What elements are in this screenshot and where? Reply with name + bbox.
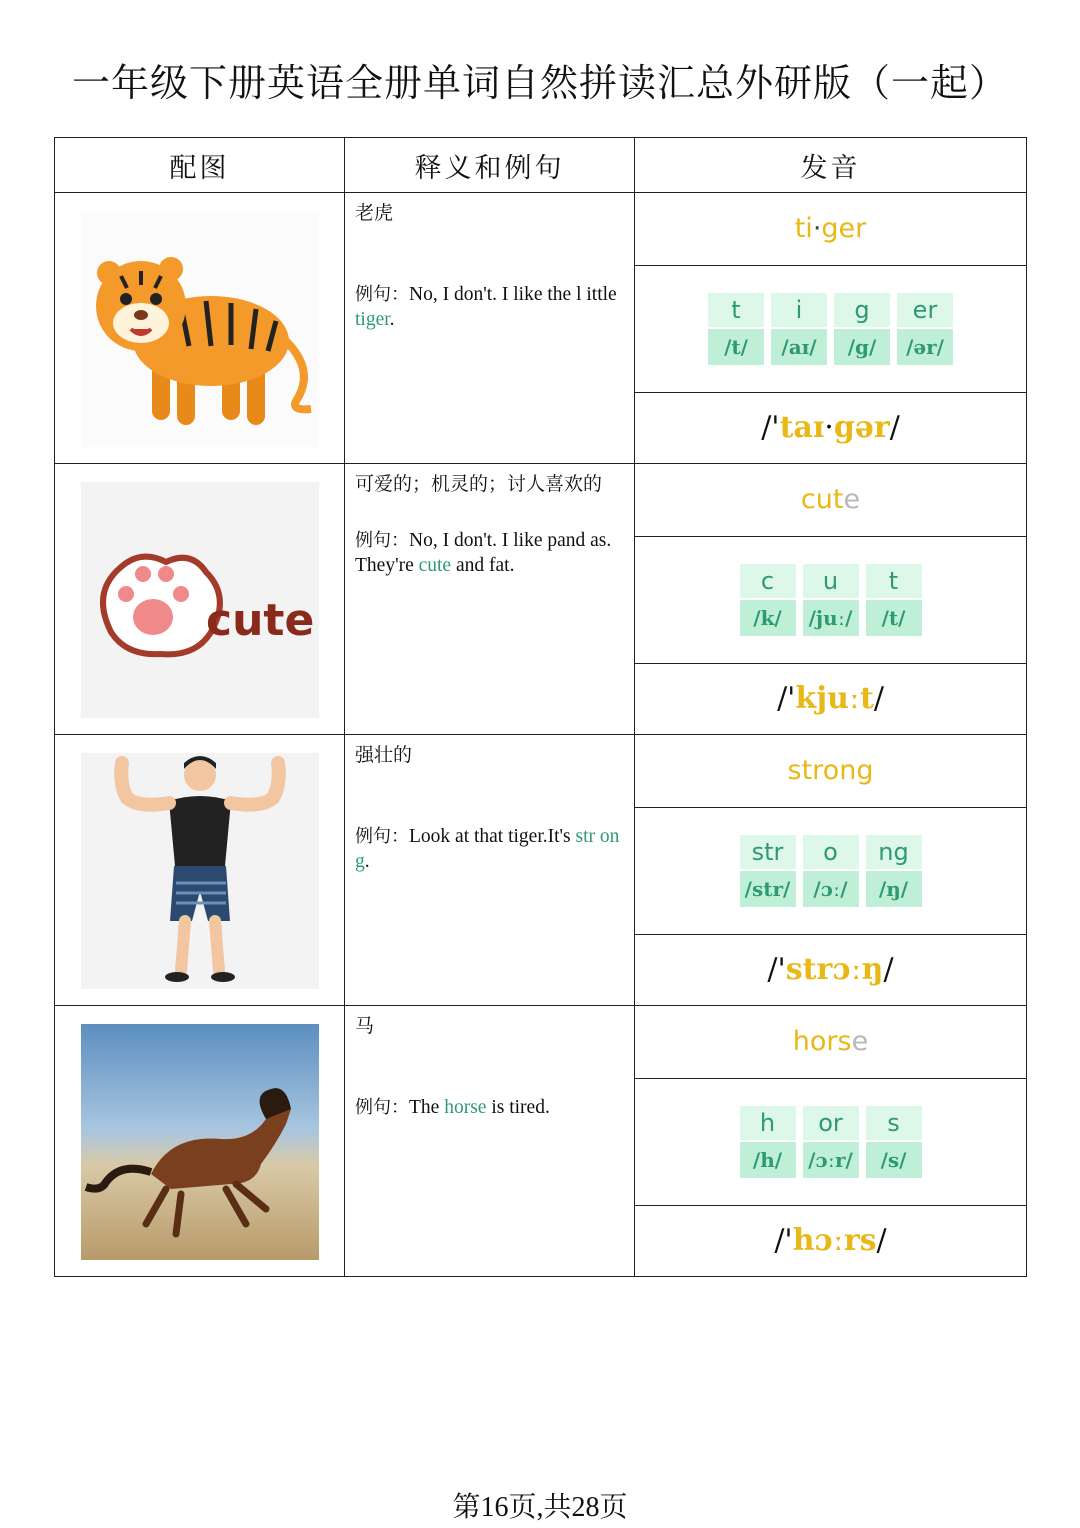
example-keyword: str ong <box>355 826 620 872</box>
phonics-sound: /aɪ/ <box>771 329 827 365</box>
example-label: 例句： <box>355 284 409 305</box>
example-text: The <box>409 1097 445 1118</box>
phonics-sound: /ɔː/ <box>803 871 859 907</box>
example-sentence <box>355 824 626 874</box>
pronunciation-cell <box>635 735 1027 1006</box>
image-cell <box>55 193 345 464</box>
phonics-block <box>803 835 859 907</box>
example-keyword: tiger <box>355 309 390 330</box>
example-sentence <box>355 528 626 578</box>
phonics-block <box>866 835 922 907</box>
phonics-block <box>803 1106 859 1178</box>
image-cell <box>55 464 345 735</box>
pronunciation-cell <box>635 464 1027 735</box>
tiger-image <box>81 211 319 447</box>
word-syllables <box>635 464 1026 537</box>
phonics-row <box>635 537 1026 664</box>
table-row <box>55 193 1027 464</box>
ipa-slash: /' <box>767 952 786 987</box>
silent-letter: e <box>843 484 861 515</box>
header-meaning: 释义和例句 <box>345 138 635 193</box>
silent-letter: e <box>851 1026 869 1057</box>
phonics-sound: /t/ <box>708 329 764 365</box>
syllable: cut <box>800 484 844 515</box>
phonics-letter: u <box>803 564 859 598</box>
phonics-letter: t <box>708 293 764 327</box>
phonics-sound: /k/ <box>740 600 796 636</box>
ipa-part: strɔːŋ <box>785 952 884 987</box>
table-row <box>55 464 1027 735</box>
phonics-letter: ng <box>866 835 922 869</box>
ipa-slash: / <box>873 681 884 716</box>
ipa-slash: /' <box>774 1223 793 1258</box>
ipa-slash: / <box>876 1223 887 1258</box>
syllable: ti <box>794 213 813 244</box>
phonics-letter: o <box>803 835 859 869</box>
example-text-end: and fat. <box>451 555 515 576</box>
example-text-end: is tired. <box>486 1097 550 1118</box>
phonics-sound: /juː/ <box>803 600 859 636</box>
example-keyword: cute <box>418 555 452 576</box>
phonics-block <box>866 1106 922 1178</box>
phonics-letter: h <box>740 1106 796 1140</box>
pronunciation-cell <box>635 193 1027 464</box>
vocab-table <box>54 137 1027 1277</box>
phonics-row <box>635 808 1026 935</box>
page-footer: 第16页,共28页 <box>452 1492 628 1523</box>
syllable: strong <box>787 755 874 786</box>
cute-logo-text: cute <box>206 595 315 646</box>
ipa-part: taɪ <box>779 410 825 445</box>
phonics-letter: g <box>834 293 890 327</box>
ipa-part: t <box>859 681 874 716</box>
example-label: 例句： <box>355 826 409 847</box>
example-text-end: . <box>364 851 370 872</box>
word-syllables <box>635 193 1026 266</box>
phonics-sound: /ŋ/ <box>866 871 922 907</box>
meaning-text: 老虎 <box>355 202 394 224</box>
syllable-dot: · <box>812 213 822 244</box>
definition-cell <box>345 1006 635 1277</box>
phonics-sound: /ɔːr/ <box>803 1142 859 1178</box>
meaning-text: 可爱的；机灵的；讨人喜欢的 <box>355 473 603 495</box>
example-text: No, I don't. I like the l ittle <box>409 284 617 305</box>
phonics-row <box>635 266 1026 393</box>
table-header-row <box>55 138 1027 193</box>
ipa-transcription <box>635 1206 1026 1276</box>
pronunciation-cell <box>635 1006 1027 1277</box>
meaning-text: 强壮的 <box>355 744 413 766</box>
example-text: Look at that tiger.It's <box>409 826 576 847</box>
image-cell <box>55 1006 345 1277</box>
phonics-sound: /str/ <box>740 871 796 907</box>
meaning-text: 马 <box>355 1015 375 1037</box>
word-syllables <box>635 735 1026 808</box>
example-text-end: . <box>389 309 395 330</box>
example-text: No, I don't. I like pand as. They're <box>355 530 612 576</box>
phonics-letter: or <box>803 1106 859 1140</box>
phonics-letter: t <box>866 564 922 598</box>
phonics-block <box>708 293 764 365</box>
phonics-block <box>866 564 922 636</box>
strong-man-image <box>81 753 319 989</box>
ipa-part: gər <box>833 410 890 445</box>
syllable: hors <box>792 1026 852 1057</box>
phonics-block <box>740 835 796 907</box>
phonics-sound: /g/ <box>834 329 890 365</box>
phonics-block <box>740 564 796 636</box>
image-cell <box>55 735 345 1006</box>
ipa-transcription <box>635 664 1026 734</box>
ipa-transcription <box>635 935 1026 1005</box>
example-label: 例句： <box>355 530 409 551</box>
definition-cell <box>345 735 635 1006</box>
ipa-slash: /' <box>777 681 796 716</box>
phonics-block <box>803 564 859 636</box>
ipa-slash: / <box>883 952 894 987</box>
header-pronunciation: 发音 <box>635 138 1027 193</box>
phonics-sound: /ər/ <box>897 329 953 365</box>
phonics-sound: /t/ <box>866 600 922 636</box>
example-keyword: horse <box>444 1097 487 1118</box>
table-row <box>55 735 1027 1006</box>
phonics-letter: s <box>866 1106 922 1140</box>
syllable: ger <box>821 213 867 244</box>
ipa-slash: / <box>889 410 900 445</box>
phonics-letter: str <box>740 835 796 869</box>
phonics-sound: /s/ <box>866 1142 922 1178</box>
phonics-sound: /h/ <box>740 1142 796 1178</box>
header-image: 配图 <box>55 138 345 193</box>
cute-image <box>81 482 319 718</box>
ipa-dot: · <box>824 410 834 445</box>
example-label: 例句： <box>355 1097 409 1118</box>
phonics-block <box>740 1106 796 1178</box>
ipa-transcription <box>635 393 1026 463</box>
example-sentence <box>355 1095 626 1120</box>
phonics-letter: i <box>771 293 827 327</box>
phonics-letter: c <box>740 564 796 598</box>
ipa-slash: /' <box>761 410 780 445</box>
phonics-block <box>834 293 890 365</box>
example-sentence <box>355 282 626 332</box>
phonics-letter: er <box>897 293 953 327</box>
phonics-row <box>635 1079 1026 1206</box>
horse-image <box>81 1024 319 1260</box>
page-title: 一年级下册英语全册单词自然拼读汇总外研版（一起） <box>71 61 1008 105</box>
table-row <box>55 1006 1027 1277</box>
definition-cell <box>345 193 635 464</box>
word-syllables <box>635 1006 1026 1079</box>
phonics-block <box>771 293 827 365</box>
ipa-part: kjuː <box>795 681 860 716</box>
definition-cell <box>345 464 635 735</box>
phonics-block <box>897 293 953 365</box>
ipa-part: hɔːrs <box>792 1223 877 1258</box>
